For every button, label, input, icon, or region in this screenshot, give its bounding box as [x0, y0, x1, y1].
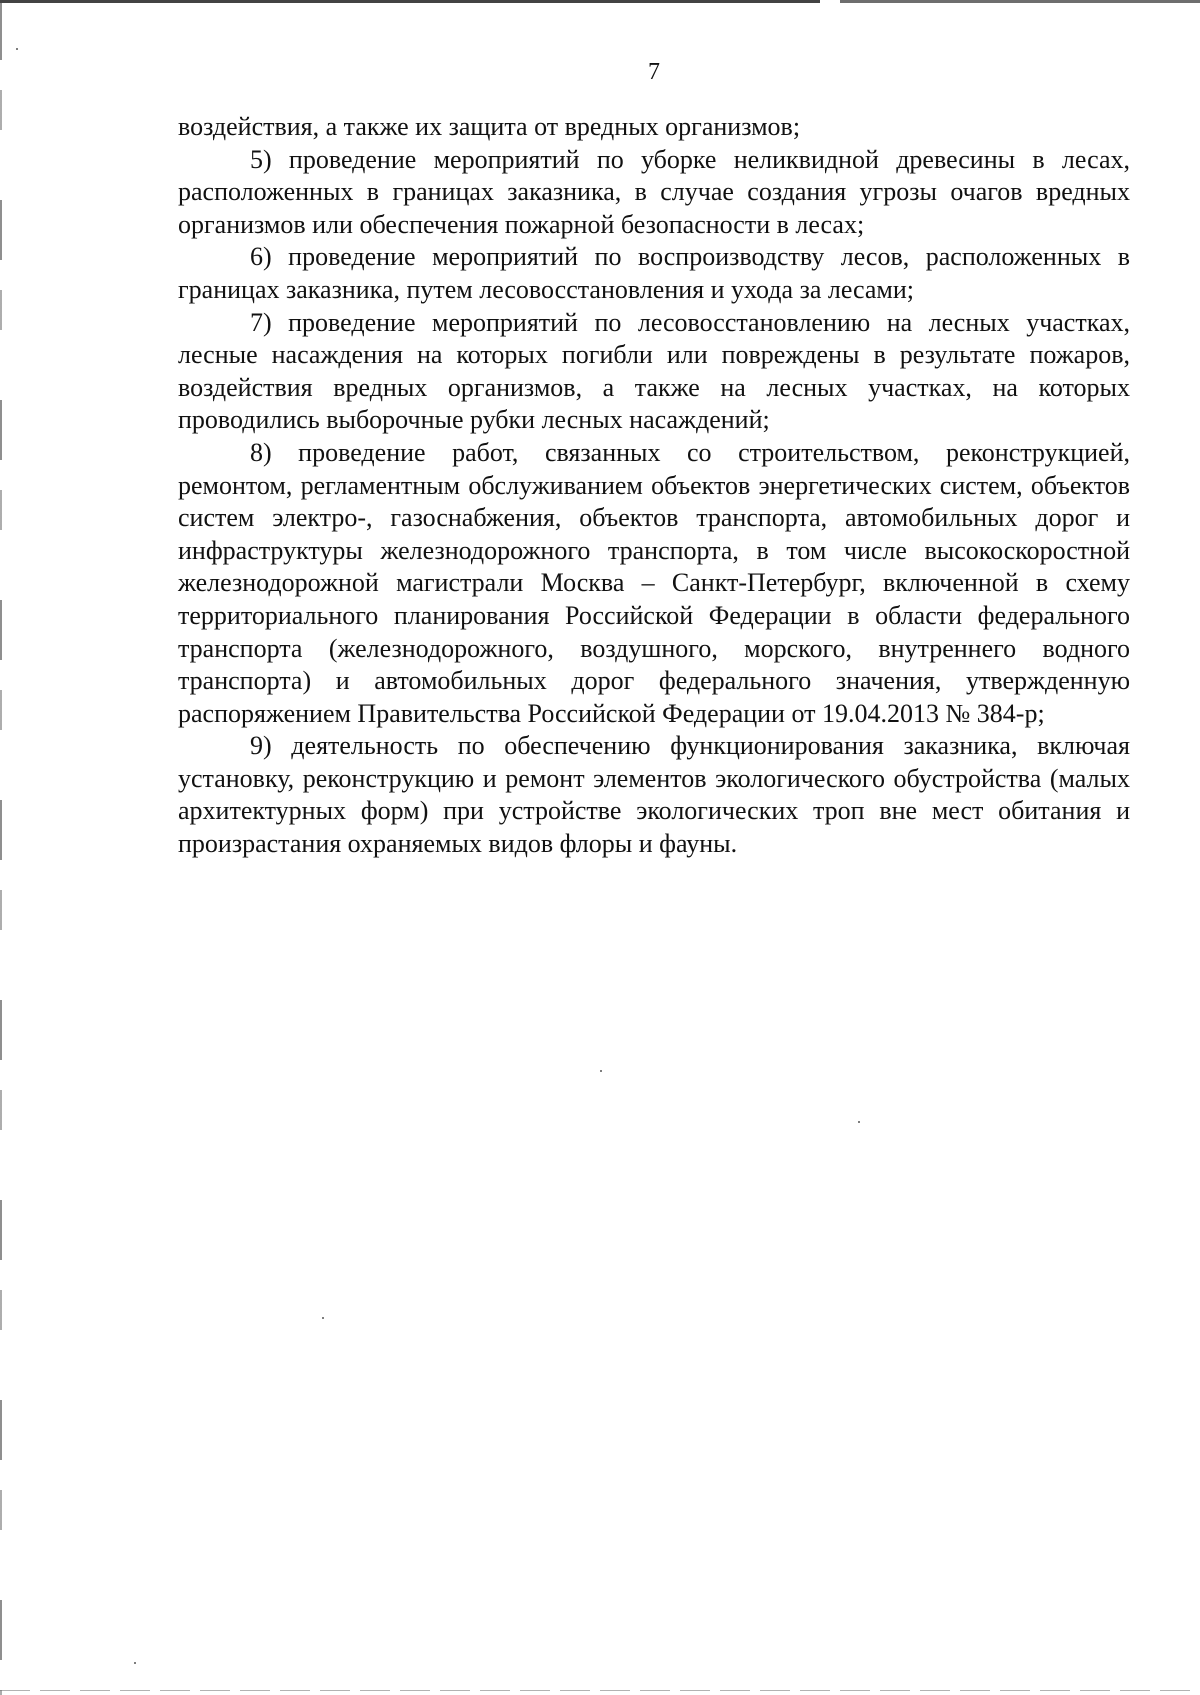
scan-speck	[858, 1121, 860, 1123]
scan-speck	[322, 1317, 324, 1319]
document-body	[178, 111, 1130, 861]
scan-edge-bottom	[0, 1690, 1200, 1691]
paragraph-item-8: 8) проведение работ, связанных со строительством, реконструкцией, ремонтом, регламентным обслуживанием объектов энергетических систем, объектов систем электро-, газоснабжения, объектов транспорта, автомобильных дорог и инфраструктуры железнодорожного транспорта, в том числе высокоскоростной железнодорожной магистрали Москва – Санкт-Петербург, включенной в схему территориального планирования Российской Федерации в области федерального транспорта (железнодорожного, воздушного, морского, внутреннего водного транспорта) и автомобильных дорог федерального значения, утвержденную распоряжением Правительства Российской Федерации от 19.04.2013 № 384-р;	[178, 437, 1130, 728]
paragraph-item-9: 9) деятельность по обеспечению функционирования заказника, включая установку, реконструкцию и ремонт элементов экологического обустройства (малых архитектурных форм) при устройстве экологических троп вне мест обитания и произрастания охраняемых видов флоры и фауны.	[178, 731, 1130, 859]
scan-edge-left	[0, 0, 2, 1695]
scan-speck	[600, 1070, 602, 1072]
paragraph-item-6: 6) проведение мероприятий по воспроизводству лесов, расположенных в границах заказника, путем лесовосстановления и ухода за лесами;	[178, 242, 1130, 304]
paragraph-item-5: 5) проведение мероприятий по уборке неликвидной древесины в лесах, расположенных в границах заказника, в случае создания угрозы очагов вредных организмов или обеспечения пожарной безопасности в лесах;	[178, 144, 1130, 239]
scan-speck	[134, 1662, 136, 1664]
page-number: 7	[648, 59, 660, 85]
scan-speck	[16, 48, 18, 50]
paragraph-continuation: воздействия, а также их защита от вредных организмов;	[178, 112, 801, 141]
paragraph-item-7: 7) проведение мероприятий по лесовосстановлению на лесных участках, лесные насаждения на которых погибли или повреждены в результате пожаров, воздействия вредных организмов, а также на лесных участках, на которых проводились выборочные рубки лесных насаждений;	[178, 307, 1130, 435]
scan-edge-top	[0, 0, 1200, 3]
